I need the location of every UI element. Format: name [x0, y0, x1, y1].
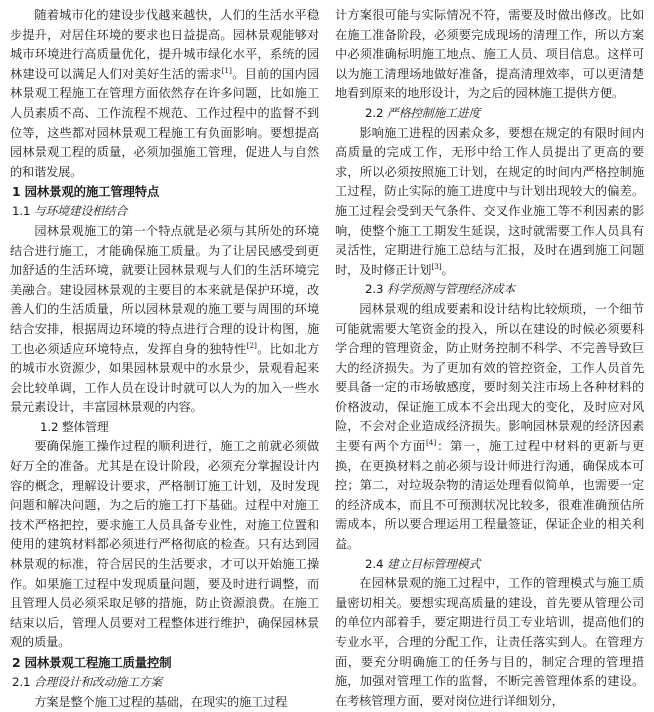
left-column: [10, 6, 320, 709]
subsection-heading-2-1: 2.1 合理设计和改动施工方案: [12, 675, 163, 689]
citation-4: [4]: [425, 438, 437, 447]
subsection-heading-2-4: 2.4 建立目标管理模式: [365, 556, 481, 571]
paragraph-1-1: 园林景观施工的第一个特点就是必须与其所处的环境结合进行施工，才能确保施工质量。为了让居民感受到更加舒适的生活环境，就要让园林景观与人们的生活环境完美融合。建设园林景观的主要目的本来就是保护环境，改善人们的生活质量，所以园林景观的施工要与周围的环境结合安排，根据周边环境的特点进行合理的设计构图，施工也必须适应环境特点，发挥自身的独特性[2]。比如北方的城市水资源少，如果园林景观中的水景少，景观看起来会比较单调，工作人员在设计时就可以人为的加入一些水景元素设计，丰富园林景观的内容。: [10, 223, 320, 415]
section-heading-1: 1 园林景观的施工管理特点: [12, 184, 160, 200]
paragraph-1-2: 要确保施工操作过程的顺利进行，施工之前就必须做好万全的准备。尤其是在设计阶段，必须充分掌握设计内容的概念，理解设计要求，严格制订施工计划，及时发现问题和解决问题，为之后的施工打下基础。过程中对施工技术严格把控，要求施工人员具备专业性，对施工位置和使用的建筑材料都必须进行严格彻底的检查。只有达到园林景观的标准，符合居民的生活要求，才可以开始施工操作。如果施工过程中发现质量问题，要及时进行调整，而且管理人员必须采取足够的措施，防止资源浪费。在施工结束以后，管理人员要对工程整体进行维护，确保园林景观的质量。: [10, 439, 319, 650]
subsection-heading-1-2: 1.2 整体管理: [40, 419, 109, 434]
paragraph-2-1-cont: 计方案很可能与实际情况不符，需要及时做出修改。比如在施工准备阶段，必须要完成现场的清理工作，所以方案中必须准确标明施工地点、施工人员、项目信息。这样可以为施工清理场地做好准备，提高清理效率，可以更清楚地看到原来的地形设计，为之后的园林施工提供方便。: [335, 8, 644, 101]
subsection-heading-2-2: 2.2 严格控制施工进度: [365, 105, 481, 120]
subsection-heading-1-1: 1.1 与环境建设相结合: [12, 204, 128, 219]
paragraph-2-2: 影响施工进程的因素众多，要想在规定的有限时间内高质量的完成工作，无形中给工作人员提出了更高的要求，所以必须按照施工计划，在规定的时间内严格控制施工过程，防止实际的施工进度中与计划出现较大的偏差。施工过程会受到天气条件、交叉作业施工等不利因素的影响，使整个施工工期发生延误，这时就需要工作人员具有灵活性，定期进行施工总结与汇报，及时在遇到施工问题时，及时修正计划[3]。: [335, 125, 644, 277]
citation-2: [2]: [246, 340, 257, 350]
citation-1: [1]: [221, 65, 232, 75]
section-heading-2: 2 园林景观工程施工质量控制: [12, 655, 172, 670]
paragraph-2-4: 在园林景观的施工过程中，工作的管理模式与施工质量密切相关。要想实现高质量的建设，首先要从管理公司的单位内部着手，要定期进行员工专业培训，提高他们的专业水平，合理的分配工作，让责任落实到人。在管理方面，要充分明确施工的任务与目的，制定合理的管理措施，加强对管理工作的监督，不断完善管理体系的建设。在考核管理方面，要对岗位进行详细划分，: [335, 576, 644, 708]
citation-3: [3]: [431, 261, 442, 271]
subsection-heading-2-3: 2.3 科学预测与管理经济成本: [365, 282, 516, 297]
right-column: [335, 6, 645, 708]
paragraph-2-3: 园林景观的组成要素和设计结构比较烦琐，一个细节可能就需要大笔资金的投入，所以在建设的时候必须要科学合理的管理资金，防止财务控制不科学、不完善导致巨大的经济损失。为了更加有效的管控资金，工作人员首先要具备一定的市场敏感度，要时刻关注市场上各种材料的价格波动，保证施工成本不会出现大的变化，及时应对风险，不会对企业造成经济损失。影响园林景观的经济因素主要有两个方面[4]：第一，施工过程中材料的更新与更换，在更换材料之前必须与设计师进行沟通，确保成本可控；第二，对垃圾杂物的清运处理看似简单，也需要一定的经济成本，而且不可预测状况比较多，很难准确预估所需成本，所以要合理运用工程量签证，保证企业的相关利益。: [335, 301, 645, 552]
paragraph-intro: 随着城市化的建设步伐越来越快，人们的生活水平稳步提升，对居住环境的要求也日益提高。园林景观能够对城市环境进行高质量优化，提升城市绿化水平，系统的园林建设可以满足人们对美好生活的需求[1]。目前的国内园林景观工程施工在管理方面依然存在许多问题，比如施工人员素质不高、工作流程不规范、工作过程中的监督不到位等，这些都对园林景观工程施工有负面影响。要想提高园林景观工程的质量，必须加强施工管理，促进人与自然的和谐发展。: [10, 8, 319, 179]
paragraph-2-1: 方案是整个施工过程的基础，在现实的施工过程: [34, 694, 288, 709]
